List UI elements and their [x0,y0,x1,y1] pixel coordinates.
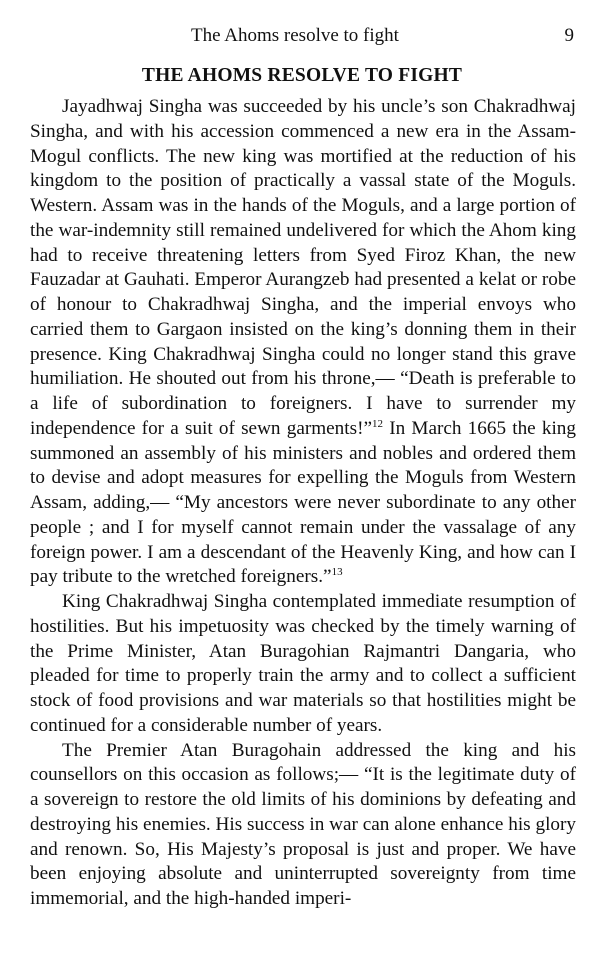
paragraph-1 [30,95,576,590]
footnote-reference: 13 [331,566,343,579]
paragraph-1-text-b: In March 1665 the king summoned an assembly of his ministers and nobles and ordered them to devise and adopt measures for expelling the Moguls from Western Assam, adding,— “My ancestors were never subordinate to any other people ; and I for myself cannot remain under the vassalage of any foreign power. I am a descendant of the Heavenly King, and how can I pay tribute to the wretched foreigners.” [30,417,576,588]
chapter-title: THE AHOMS RESOLVE TO FIGHT [141,65,463,86]
page-number: 9 [564,25,574,46]
running-title: The Ahoms resolve to fight [191,25,399,46]
body-text [30,95,576,912]
paragraph-2: King Chakradhwaj Singha contemplated immediate resumption of hostilities. But his impetuosity was checked by the timely warning of the Prime Minister, Atan Buragohian Rajmantri Dangaria, who pleaded for time to properly train the army and to collect a sufficient stock of food provisions and war materials so that hostilities might be continued for a considerable number of years. [30,591,576,736]
paragraph-3: The Premier Atan Buragohain addressed the king and his counsellors on this occasion as follows;— “It is the legitimate duty of a sovereign to restore the old limits of his dominions by defeating and destroying his enemies. His success in war can alone enhance his glory and renown. So, His Majesty’s proposal is just and proper. We have been enjoying absolute and uninterrupted sovereignty from time immemorial, and the high-handed imperi- [30,739,576,909]
footnote-reference: 12 [371,417,383,430]
running-header [30,22,574,50]
paragraph-1-text-a: Jayadhwaj Singha was succeeded by his uncle’s son Chakradhwaj Singha, and with his accession commenced a new era in the Assam-Mogul conflicts. The new king was mortified at the reduction of his kingdom to the position of practically a vassal state of the Moguls. Western. Assam was in the hands of the Moguls, and a large portion of the war-indemnity still remained undelivered for which the Ahom king had to receive threatening letters from Syed Firoz Khan, the new Fauzadar at Gauhati. Emperor Aurangzeb had presented a kelat or robe of honour to Chakradhwaj Singha, and the imperial envoys who carried them to Gargaon insisted on the king’s donning them in their presence. King Chakradhwaj Singha could no longer stand this grave humiliation. He shouted out from his throne,— “Death is preferable to a life of subordination to foreigners. I have to surrender my independence for a suit of sewn garments!” [30,96,576,439]
